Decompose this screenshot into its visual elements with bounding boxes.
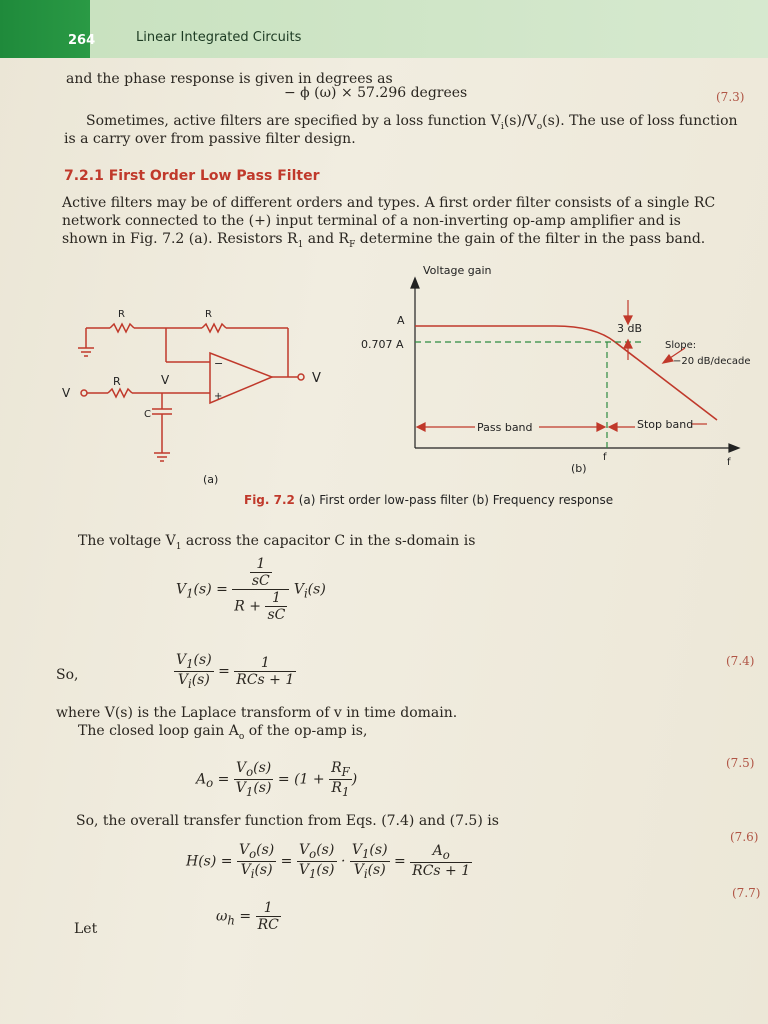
page-header [0, 0, 768, 58]
equation-7-7: $\omega_h$ = $\frac{1}{RC}$ [216, 900, 279, 933]
slope-label-2: −20 dB/decade [673, 356, 751, 367]
book-title: Linear Integrated Circuits [136, 30, 302, 45]
y-axis-label: Voltage gain [423, 264, 492, 277]
body-line-1: The voltage $V_1$ across the capacitor C in the s-domain is [78, 533, 476, 552]
slope-label-1: Slope: [665, 340, 697, 351]
closed-loop-line: The closed loop gain $A_o$ of the op-amp is, [78, 723, 368, 742]
stop-band-label: Stop band [637, 418, 694, 431]
phase-equation: − ϕ (ω) × 57.296 degrees [284, 85, 468, 101]
label-r1: R [118, 309, 125, 320]
label-minus: − [214, 357, 224, 370]
eq-number-7-4: (7.4) [726, 654, 755, 668]
para-line-3: shown in Fig. 7.2 (a). Resistors $R_1$ and $R_F$ determine the gain of the filter in the pass band. [62, 231, 706, 250]
label-vo: V [312, 371, 321, 386]
ao-label: A [397, 314, 405, 327]
circuit-sublabel: (a) [203, 473, 219, 486]
so-label: So, [56, 667, 79, 683]
label-plus: + [214, 391, 223, 402]
label-vi: V [62, 386, 71, 400]
label-rf: R [205, 309, 212, 320]
frequency-response-plot [355, 260, 755, 480]
resistor-r [108, 389, 132, 397]
para-line-2: network connected to the (+) input terminal of a non-inverting op-amp amplifier and is [62, 213, 681, 229]
equation-v1: $V_1(s)$ = $\frac{1}{sC}$ R + $\frac{1}{sC}$ $V_i(s)$ [176, 556, 326, 623]
circuit-diagram [60, 295, 350, 495]
fh-label: f [603, 452, 607, 463]
where-line: where V(s) is the Laplace transform of v in time domain. [56, 705, 458, 721]
f-axis-label: f [727, 457, 731, 468]
figure-caption: Fig. 7.2 (a) First order low-pass filter (b) Frequency response [244, 493, 614, 507]
pass-band-label: Pass band [477, 421, 533, 434]
label-r: R [113, 375, 121, 388]
resistor-r1 [110, 324, 134, 332]
resistor-rf [202, 324, 226, 332]
section-heading: 7.2.1 First Order Low Pass Filter [64, 168, 320, 184]
equation-7-4: $\frac{V_1(s)}{V_i(s)}$ = $\frac{1}{\text{RCs + 1}}$ [176, 652, 295, 691]
intro-line-1: and the phase response is given in degrees as [66, 71, 393, 87]
eq-number-7-7: (7.7) [732, 886, 761, 900]
overall-line: So, the overall transfer function from Eqs. (7.4) and (7.5) is [76, 813, 499, 829]
equation-7-6: H(s) = $\frac{V_o(s)}{V_i(s)}$ = $\frac{V_o(s)}{V_1(s)}$ · $\frac{V_1(s)}{V_i(s)}$ = $\frac{A_o}{\text{RCs + 1}}$ [186, 842, 471, 881]
db-label: 3 dB [617, 322, 643, 335]
half-power-label: 0.707 A [361, 338, 404, 351]
equation-7-5: $A_o$ = $\frac{V_o(s)}{V_1(s)}$ = (1 + $\frac{R_F}{R_1}$ ) [196, 760, 358, 799]
eq-number-7-5: (7.5) [726, 756, 755, 770]
intro-line-3: is a carry over from passive filter design. [64, 131, 356, 147]
page-number: 264 [68, 33, 96, 48]
plot-sublabel: (b) [571, 462, 587, 475]
para-line-1: Active filters may be of different orders and types. A first order filter consists of a single RC [62, 195, 716, 211]
label-c: C [144, 409, 151, 420]
intro-line-2: Sometimes, active filters are specified by a loss function $V_i(s)/V_o(s)$. The use of loss function [86, 113, 738, 132]
eq-number-7-6: (7.6) [730, 830, 759, 844]
label-v1: V [161, 373, 170, 387]
eq-number-7-3: (7.3) [716, 90, 745, 104]
let-label: Let [74, 921, 98, 937]
